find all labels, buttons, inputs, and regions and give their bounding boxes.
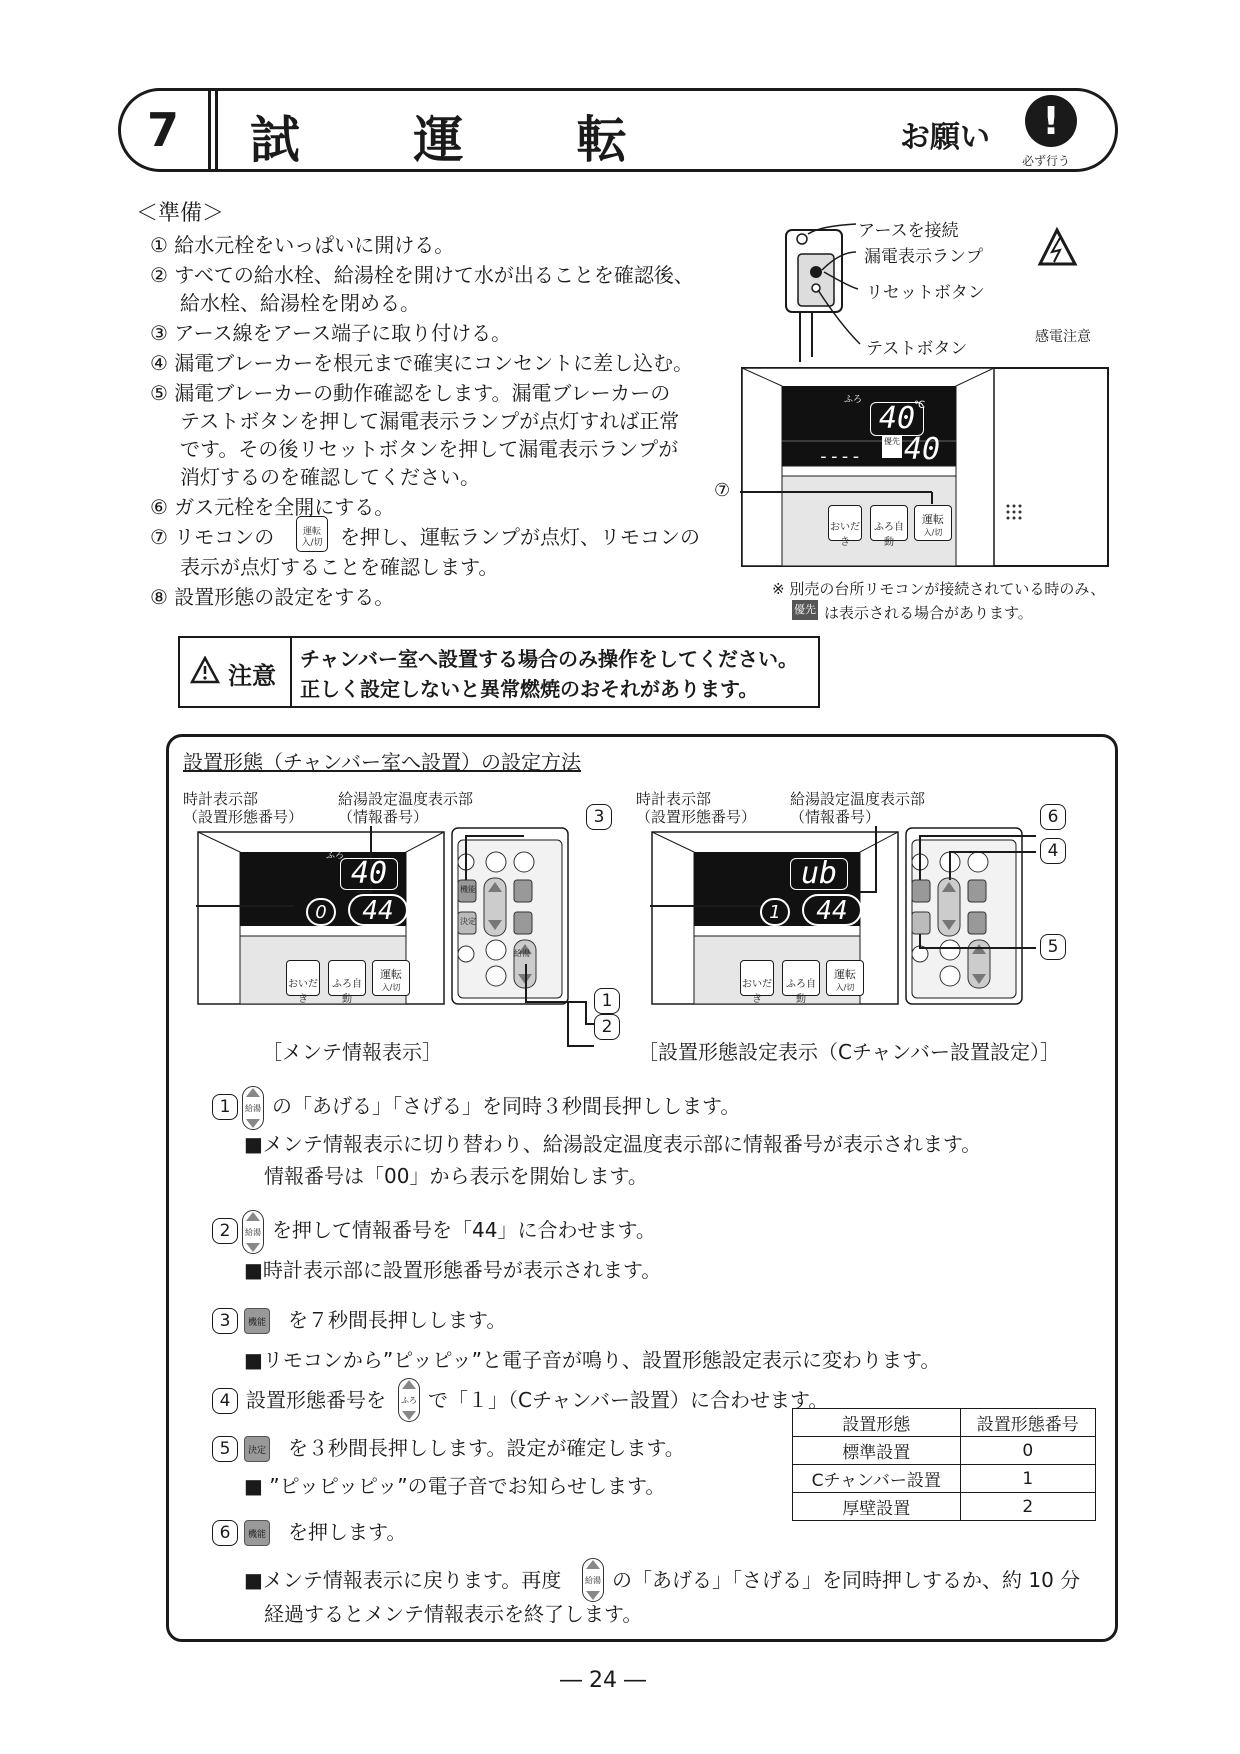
bath-temp-display: 40 [340,858,398,890]
water-updown-icon [582,1558,604,1602]
reheat-button[interactable]: おいだき [286,960,320,996]
prep-step: ② すべての給水栓、給湯栓を開けて水が出ることを確認後、 [150,263,694,287]
request-label: お願い [900,120,990,155]
info-display: ub [790,858,848,890]
callout-1: 1 [594,988,620,1014]
prep-step: ③ アース線をアース端子に取り付ける。 [150,321,512,345]
table-cell: 厚壁設置 [793,1493,961,1521]
table-cell: 1 [960,1465,1096,1493]
temp-area-sublabel: （情報番号） [790,808,881,826]
step-note: の「あげる」「さげる」を同時押しするか、約 10 分 [612,1568,1081,1592]
step-note: ■時計表示部に設置形態番号が表示されます。 [244,1258,662,1282]
clock-display: 0 [306,898,336,926]
step-text: を押します。 [288,1520,407,1544]
caution-line: チャンバー室へ設置する場合のみ操作をしてください。 [300,647,798,671]
step-text: の「あげる」「さげる」を同時３秒間長押しします。 [272,1094,741,1118]
table-row [793,1465,1096,1493]
step-text: を３秒間長押しします。設定が確定します。 [288,1436,685,1460]
table-cell: 標準設置 [793,1437,961,1465]
bath-indicator: ふろ [326,851,345,861]
run-button-sublabel: 入/切 [381,983,401,992]
exclamation-icon: ! [1025,95,1077,147]
table-cell: 2 [960,1493,1096,1521]
callout-4: 4 [1040,838,1066,864]
auto-bath-button[interactable]: ふろ自動 [782,960,820,996]
page-title: 試 運 転 [250,111,675,169]
water-temp-display: 44 [802,894,862,926]
reset-button-label: リセットボタン [866,283,985,303]
prep-step: 消灯するのを確認してください。 [180,465,480,489]
icon-label: ふろ [401,1395,417,1405]
leak-lamp-label: 漏電表示ランプ [864,247,983,267]
step-note: 情報番号は「00」から表示を開始します。 [264,1164,648,1188]
icon-label: 給湯 [245,1103,261,1113]
water-updown-icon [242,1086,264,1130]
step-note: 経過するとメンテ情報表示を終了します。 [264,1602,643,1626]
prep-step: 給水栓、給湯栓を閉める。 [180,291,420,315]
function-button-icon: 機能 [244,1308,270,1334]
confirm-button-icon: 決定 [244,1436,270,1462]
callout-7: ⑦ [714,480,731,501]
reheat-button[interactable]: おいだき [740,960,774,996]
confirm-button-label: 決定 [460,917,476,926]
table-row [793,1437,1096,1465]
temp-area-label: 給湯設定温度表示部 [338,790,474,808]
section-number: 7 [146,103,179,157]
function-button-label: 機能 [460,885,476,894]
temp-area-label: 給湯設定温度表示部 [790,790,926,808]
run-button-icon: 運転 入/切 [296,516,328,552]
clock-display: 1 [760,898,790,926]
bath-updown-icon [398,1378,420,1422]
step-text: 設置形態番号を [246,1388,386,1412]
callout-5: 5 [1040,934,1066,960]
clock-area-label: 時計表示部 [183,790,259,808]
step-text: で「１」（Cチャンバー設置）に合わせます。 [428,1388,829,1412]
right-caption: ［設置形態設定表示（Cチャンバー設置設定）］ [638,1040,1060,1064]
must-do-label: 必ず行う [1022,154,1071,168]
run-button[interactable] [826,960,864,996]
priority-indicator: 優先 [882,436,902,458]
water-temp-display: 40 [904,432,941,467]
remote-note: ※ 別売の台所リモコンが接続されている時のみ、 [772,580,1106,598]
run-button[interactable] [372,960,410,996]
priority-icon: 優先 [792,600,818,620]
clock-area-sublabel: （設置形態番号） [636,808,757,826]
prep-step: ⑤ 漏電ブレーカーの動作確認をします。漏電ブレーカーの [150,381,671,405]
table-header: 設置形態 [793,1409,961,1437]
prep-step: です。その後リセットボタンを押して漏電表示ランプが [180,437,679,461]
step-text: を押して情報番号を「44」に合わせます。 [272,1218,656,1242]
header-divider [215,88,218,172]
setting-title: 設置形態（チャンバー室へ設置）の設定方法 [183,750,581,774]
remote-note: は表示される場合があります。 [824,604,1033,622]
step-text: を７秒間長押しします。 [288,1308,507,1332]
temp-area-sublabel: （情報番号） [338,808,429,826]
step-number: 4 [212,1388,238,1414]
left-remote-diagram [196,826,616,1056]
prep-step: 表示が点灯することを確認します。 [180,555,499,579]
prep-step: ⑧ 設置形態の設定をする。 [150,585,395,609]
prep-step: ⑦ リモコンの [150,525,275,549]
step-number: 3 [212,1308,238,1334]
table-header-row [793,1409,1096,1437]
caution-title: 注意 [228,662,276,690]
run-button-label: 運転 [922,513,944,526]
step-note: ■ ”ピッピッピッ”の電子音でお知らせします。 [244,1474,666,1498]
step-number: 1 [212,1094,238,1120]
water-button-label: 給湯 [514,949,530,958]
prep-step: テストボタンを押して漏電表示ランプが点灯すれば正常 [180,409,680,433]
prep-title: ＜準備＞ [136,201,225,226]
table-cell: Cチャンバー設置 [793,1465,961,1493]
prep-step: ⑥ ガス元栓を全開にする。 [150,495,395,519]
left-caption: ［メンテ情報表示］ [262,1040,442,1064]
icon-label: 給湯 [245,1227,261,1237]
prep-step: ④ 漏電ブレーカーを根元まで確実にコンセントに差し込む。 [150,351,694,375]
caution-line: 正しく設定しないと異常燃焼のおそれがあります。 [300,677,759,701]
table-row [793,1493,1096,1521]
callout-3: 3 [586,804,612,830]
water-temp-display: 44 [348,894,408,926]
step-number: 2 [212,1218,238,1244]
header-divider [208,88,211,172]
auto-bath-button[interactable]: ふろ自動 [870,505,908,541]
clock-area-sublabel: （設置形態番号） [183,808,304,826]
callout-2: 2 [594,1014,620,1040]
step-note: ■メンテ情報表示に戻ります。再度 [244,1568,562,1592]
clock-display: ---- [818,446,862,467]
install-type-table [792,1408,1096,1521]
table-cell: 0 [960,1437,1096,1465]
bath-indicator: ふろ [844,395,863,405]
step-number: 6 [212,1520,238,1546]
clock-area-label: 時計表示部 [636,790,712,808]
prep-step: を押し、運転ランプが点灯、リモコンの [340,525,700,549]
step-note: ■メンテ情報表示に切り替わり、給湯設定温度表示部に情報番号が表示されます。 [244,1132,982,1156]
shock-warning-label: 感電注意 [1035,329,1091,345]
table-header: 設置形態番号 [960,1409,1096,1437]
right-remote-diagram [650,826,1070,1026]
prep-step: ① 給水元栓をいっぱいに開ける。 [150,233,455,257]
bath-temp-display: 40 [870,402,924,436]
run-button-sublabel: 入/切 [923,528,943,537]
step-number: 5 [212,1436,238,1462]
earth-label: アースを接続 [858,221,959,241]
test-button-label: テストボタン [866,339,968,359]
icon-label: 給湯 [585,1575,601,1585]
step-note: ■リモコンから”ピッピッ”と電子音が鳴り、設置形態設定表示に変わります。 [244,1348,941,1372]
run-button-label: 運転 [834,968,856,981]
function-button-icon: 機能 [244,1520,270,1546]
caution-divider [290,636,292,708]
run-button[interactable] [914,505,952,541]
callout-6: 6 [1040,804,1066,830]
reheat-button[interactable]: おいだき [828,505,862,541]
water-updown-icon [242,1210,264,1254]
run-button-sublabel: 入/切 [835,983,855,992]
auto-bath-button[interactable]: ふろ自動 [328,960,366,996]
page-number: ― 24 ― [560,1668,646,1693]
run-button-label: 運転 [380,968,402,981]
degree-symbol: ℃ [914,400,926,411]
warning-icon [190,656,220,684]
